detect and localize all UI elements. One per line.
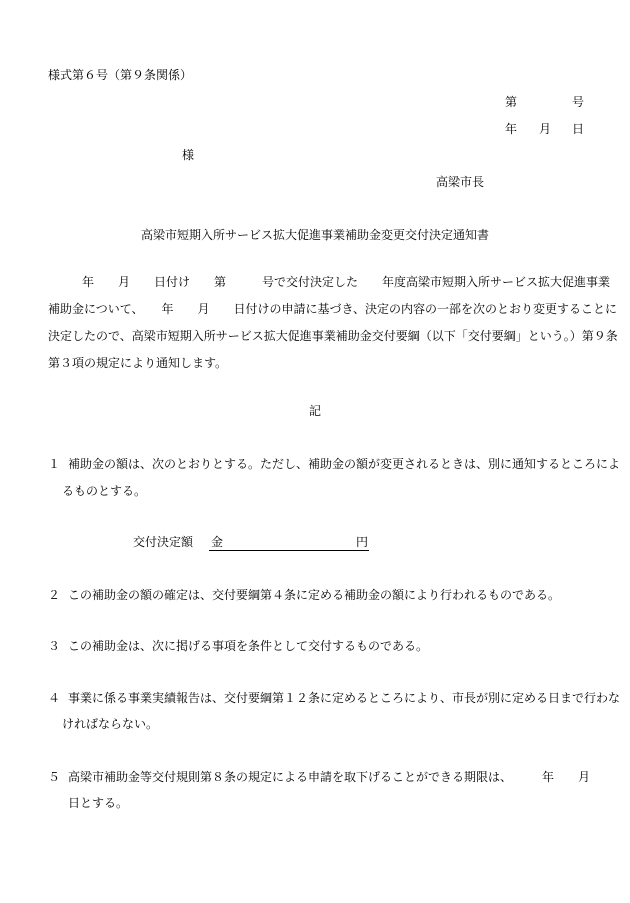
intro-line-4: 第３項の規定により通知します。 — [48, 356, 228, 370]
item-4-line-2: ければならない。 — [62, 717, 159, 731]
item-5-line-2: 日とする。 — [68, 796, 129, 810]
intro-line-2: 補助金について、 年 月 日付けの申請に基づき、決定の内容の一部を次のとおり変更することに — [48, 302, 618, 316]
date-hi: 日 — [572, 122, 585, 136]
grant-amount-yen: 円 — [356, 535, 369, 549]
grant-amount-underline — [209, 536, 369, 551]
intro-line-1: 年 月 日付け 第 号で交付決定した 年度高梁市短期入所サービス拡大促進事業 — [82, 275, 611, 289]
ki-heading: 記 — [308, 404, 321, 418]
document-title: 高梁市短期入所サービス拡大促進事業補助金変更交付決定通知書 — [140, 228, 489, 242]
grant-amount-kin: 金 — [211, 535, 224, 549]
date-tsuki: 月 — [539, 122, 552, 136]
intro-line-3: 決定したので、高梁市短期入所サービス拡大促進事業補助金交付要綱（以下「交付要綱」という。）第９条 — [48, 329, 618, 343]
item-1-line-1: 補助金の額は、次のとおりとする。ただし、補助金の額が変更されるときは、別に通知するところによ — [68, 457, 621, 471]
number-dai: 第 — [505, 95, 518, 109]
item-5-number: ５ — [48, 770, 61, 784]
grant-amount-label: 交付決定額 — [133, 535, 194, 549]
item-2-number: ２ — [48, 588, 61, 602]
addressee-suffix: 様 — [182, 148, 195, 162]
issuer: 高梁市長 — [436, 175, 485, 189]
item-3-line-1: この補助金は、次に掲げる事項を条件として交付するものである。 — [68, 639, 429, 653]
item-4-number: ４ — [48, 691, 61, 705]
item-2-line-1: この補助金の額の確定は、交付要綱第４条に定める補助金の額により行われるものである。 — [68, 588, 561, 602]
item-3-number: ３ — [48, 639, 61, 653]
date-nen: 年 — [505, 122, 518, 136]
item-1-line-2: るものとする。 — [62, 484, 147, 498]
item-5-line-1: 高梁市補助金等交付規則第８条の規定による申請を取下げることができる期限は、 年 月 — [68, 770, 591, 784]
item-4-line-1: 事業に係る事業実績報告は、交付要綱第１２条に定めるところにより、市長が別に定める日まで行わな — [68, 691, 621, 705]
item-1-number: １ — [48, 457, 61, 471]
form-label: 様式第６号（第９条関係） — [48, 68, 193, 82]
number-go: 号 — [572, 95, 585, 109]
